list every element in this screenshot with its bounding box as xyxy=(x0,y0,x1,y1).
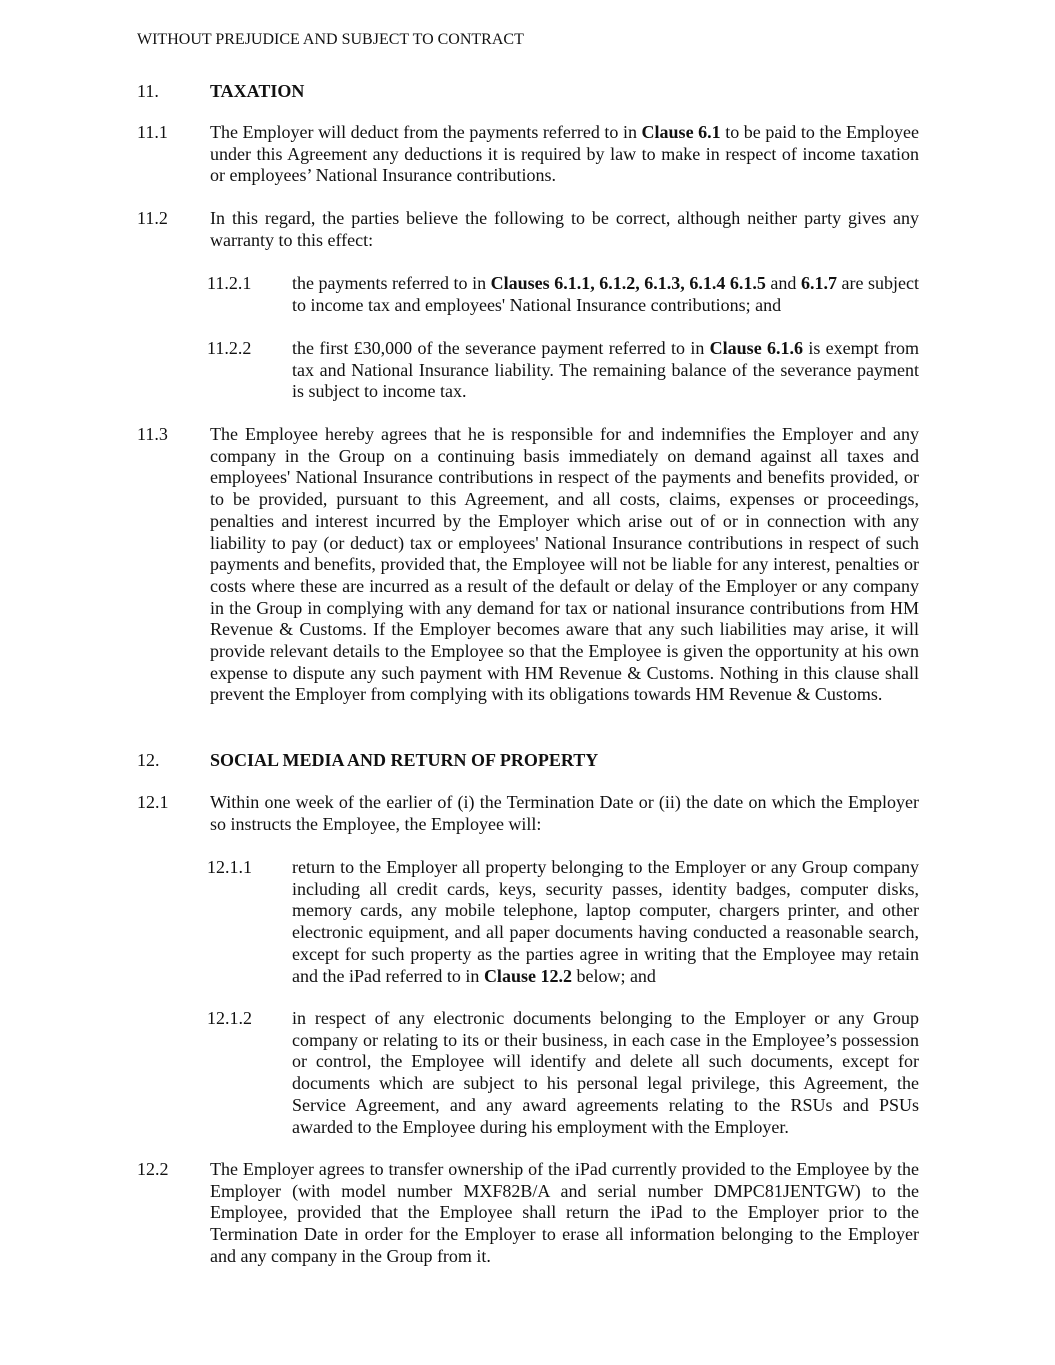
clause-text: The Employer agrees to transfer ownership of the iPad currently provided to the Employee by the Employer (with model number MXF82B/A and serial number DMPC81JENTGW) to the Employee, provided that the Employee shall return the iPad to the Employer prior to the Termination Date in order for the Employer to erase all information belonging to the Employer and any company in the Group from it. xyxy=(210,1159,919,1266)
clause-text: The Employer will deduct from the payments referred to in Clause 6.1 to be paid to the Employee under this Agreement any deductions it is required by law to make in respect of income taxation or employees’ National Insurance contributions. xyxy=(210,122,919,186)
clause-text: The Employee hereby agrees that he is responsible for and indemnifies the Employer and any company in the Group on a continuing basis immediately on demand against all taxes and employees' National Insurance contributions in respect of the payments and benefits provided, or to be provided, pursuant to this Agreement, and all costs, claims, expenses or proceedings, penalties and interest incurred by the Employer which arise out of or in connection with any liability to pay (or deduct) tax or employees' National Insurance contributions in respect of such payments and benefits, provided that, the Employee will not be liable for any interest, penalties or costs where these are incurred as a result of the default or delay of the Employer or any company in the Group in complying with any demand for tax or national insurance contributions from HM Revenue & Customs. If the Employer becomes aware that any such liabilities may arise, it will provide relevant details to the Employee so that the Employee is given the opportunity at his own expense to dispute any such payment with HM Revenue & Customs. Nothing in this clause shall prevent the Employer from complying with its obligations towards HM Revenue & Customs. xyxy=(210,424,919,705)
section-number: 12. xyxy=(137,750,160,770)
section-title: TAXATION xyxy=(210,81,305,101)
clause-number: 11.1 xyxy=(137,122,168,142)
section-title: SOCIAL MEDIA AND RETURN OF PROPERTY xyxy=(210,750,599,770)
clause-number: 12.1.2 xyxy=(207,1008,252,1028)
clause-number: 11.3 xyxy=(137,424,168,444)
clause-number: 11.2.2 xyxy=(207,338,252,358)
clause-number: 12.1 xyxy=(137,792,169,812)
clause-number: 11.2 xyxy=(137,208,168,228)
document-header: WITHOUT PREJUDICE AND SUBJECT TO CONTRACT xyxy=(137,31,524,48)
clause-number: 12.1.1 xyxy=(207,857,252,877)
clause-number: 11.2.1 xyxy=(207,273,252,293)
clause-text: return to the Employer all property belonging to the Employer or any Group company including all credit cards, keys, security passes, identity badges, computer disks, memory cards, any mobile telephone, laptop computer, chargers printer, and other electronic equipment, and all paper documents having conducted a reasonable search, except for such property as the parties agree in writing that the Employee may retain and the iPad referred to in Clause 12.2 below; and xyxy=(292,857,919,986)
section-number: 11. xyxy=(137,81,159,101)
clause-text: In this regard, the parties believe the following to be correct, although neither party gives any warranty to this effect: xyxy=(210,208,919,250)
clause-text: in respect of any electronic documents belonging to the Employer or any Group company or relating to its or their business, in each case in the Employee’s possession or control, the Employee will identify and delete all such documents, except for documents which are subject to his personal legal privilege, this Agreement, the Service Agreement, and any award agreements relating to the RSUs and PSUs awarded to the Employee during his employment with the Employer. xyxy=(292,1008,919,1137)
clause-text: the payments referred to in Clauses 6.1.1, 6.1.2, 6.1.3, 6.1.4 6.1.5 and 6.1.7 are subject to income tax and employees' National Insurance contributions; and xyxy=(292,273,919,315)
clause-text: the first £30,000 of the severance payment referred to in Clause 6.1.6 is exempt from tax and National Insurance liability. The remaining balance of the severance payment is subject to income tax. xyxy=(292,338,919,402)
clause-text: Within one week of the earlier of (i) the Termination Date or (ii) the date on which the Employer so instructs the Employee, the Employee will: xyxy=(210,792,919,834)
clause-number: 12.2 xyxy=(137,1159,169,1179)
